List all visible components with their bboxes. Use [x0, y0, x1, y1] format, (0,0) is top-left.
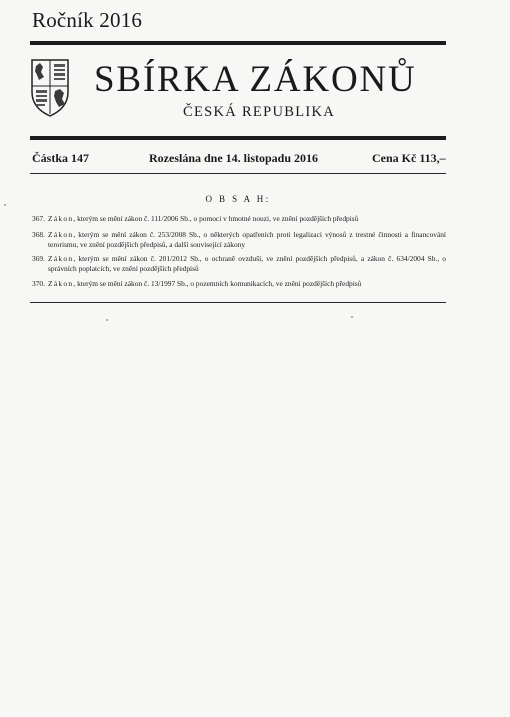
top-rule [30, 41, 446, 45]
item-text: , kterým se mění zákon č. 111/2006 Sb., o pomoci v hmotné nouzi, ve znění pozdějších předpisů [73, 214, 359, 223]
contents-item [32, 230, 446, 251]
item-kind: Zákon [48, 254, 74, 263]
meta-rule [30, 173, 446, 174]
scan-speck [351, 316, 353, 318]
distribution-date: Rozeslána dne 14. listopadu 2016 [149, 151, 319, 165]
issue-part: Částka 147 [32, 151, 90, 165]
scan-speck [106, 319, 108, 321]
publication-title: SBÍRKA ZÁKONŮ [94, 59, 417, 100]
item-kind: Zákon [48, 279, 74, 288]
scan-speck [4, 204, 6, 206]
item-number: 369. [32, 254, 45, 263]
country-subtitle: ČESKÁ REPUBLIKA [183, 104, 336, 120]
state-emblem-icon [30, 58, 70, 118]
contents-item [32, 214, 446, 224]
contents-heading: O B S A H: [205, 194, 271, 204]
item-number: 370. [32, 279, 45, 288]
price: Cena Kč 113,– [372, 151, 446, 165]
volume-label: Ročník 2016 [32, 8, 143, 32]
contents-bottom-rule [30, 302, 446, 303]
item-number: 367. [32, 214, 45, 223]
item-kind: Zákon [48, 230, 74, 239]
contents-item [32, 254, 446, 275]
item-number: 368. [32, 230, 45, 239]
item-kind: Zákon [48, 214, 74, 223]
item-text: , kterým se mění zákon č. 253/2008 Sb., o některých opatřeních proti legalizaci výnosů z trestné činnosti a financování terorismu, ve znění pozdějších předpisů, a další související zákony [48, 230, 446, 250]
header-bottom-rule [30, 136, 446, 140]
contents-item [32, 279, 446, 289]
item-text: , kterým se mění zákon č. 201/2012 Sb., o ochraně ovzduší, ve znění pozdějších předpisů, a zákon č. 634/2004 Sb., o správních poplatcích, ve znění pozdějších předpisů [48, 254, 446, 274]
item-text: , kterým se mění zákon č. 13/1997 Sb., o pozemních komunikacích, ve znění pozdějších předpisů [73, 279, 362, 288]
